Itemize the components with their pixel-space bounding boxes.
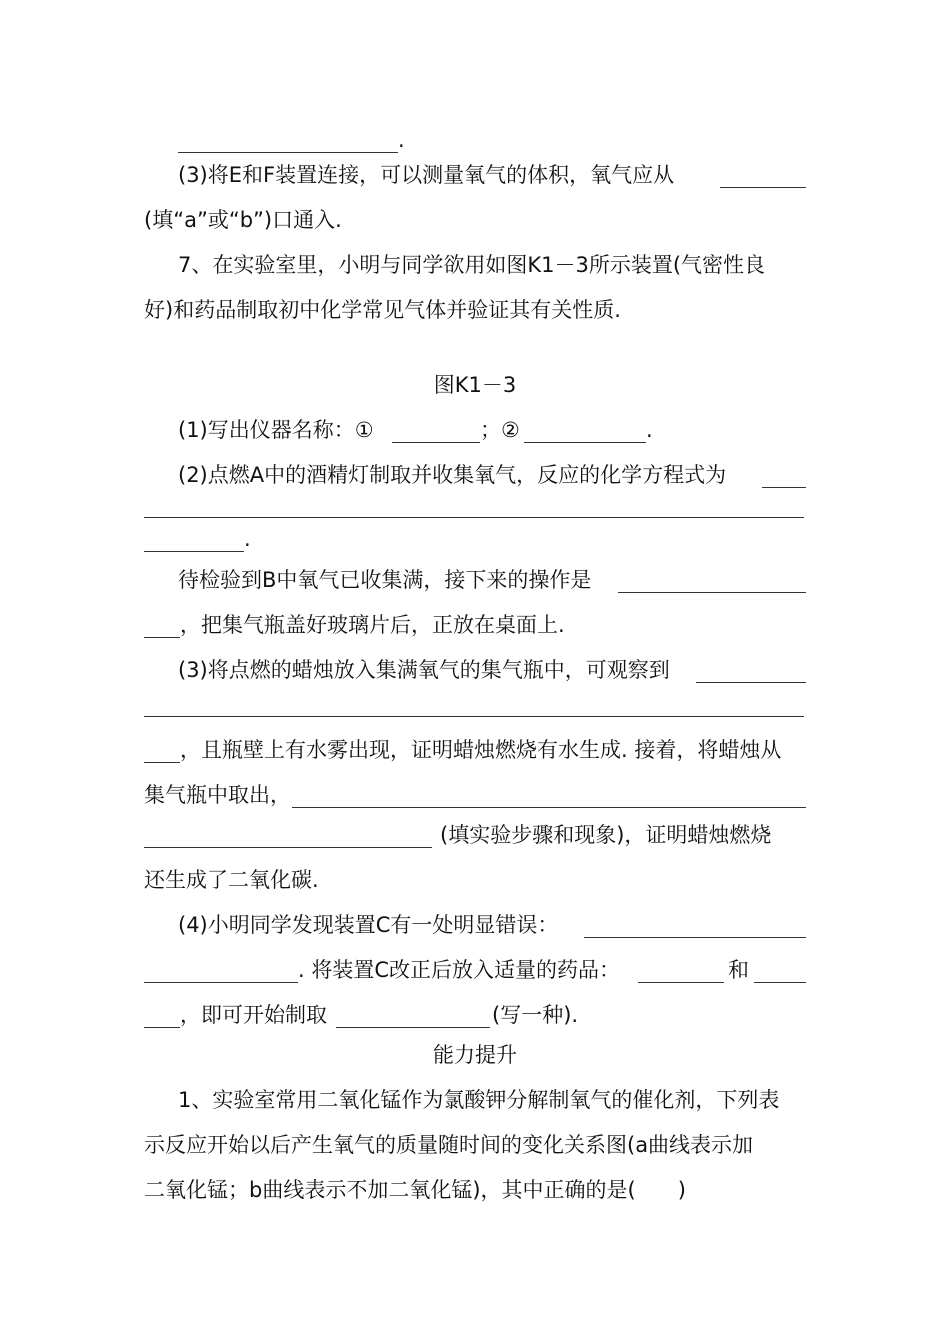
answer-blank[interactable] — [696, 682, 806, 683]
answer-blank[interactable] — [144, 551, 244, 552]
q7-stem: 7、在实验室里，小明与同学欲用如图K1－3所示装置(气密性良 — [178, 253, 766, 277]
q7-part4-line3 — [0, 995, 950, 1035]
answer-blank[interactable] — [638, 982, 724, 983]
ability-q1-line3 — [0, 1170, 950, 1210]
q7-part3-mid: ，且瓶壁上有水雾出现，证明蜡烛燃烧有水生成. 接着，将蜡烛从 — [180, 738, 782, 762]
q6-part3-line2 — [0, 200, 950, 240]
q7-part1-sep: ；② — [480, 418, 520, 442]
q7-part3-text: (3)将点燃的蜡烛放入集满氧气的集气瓶中，可观察到 — [178, 658, 670, 682]
q7-part2b — [0, 560, 950, 600]
q6-part3-text2: (填“a”或“b”)口通入. — [144, 208, 342, 232]
answer-blank[interactable] — [584, 937, 806, 938]
answer-blank[interactable] — [336, 1027, 490, 1028]
answer-blank[interactable] — [392, 442, 480, 443]
q7-part2b-line2 — [0, 605, 950, 645]
q6-part3 — [0, 155, 950, 195]
q7-part4-and: 和 — [728, 958, 749, 982]
q7-part4-taila: ，即可开始制取 — [180, 1003, 327, 1027]
answer-blank[interactable] — [144, 762, 180, 763]
ability-q1-text3: 二氧化锰；b曲线表示不加二氧化锰)，其中正确的是( ) — [144, 1178, 686, 1202]
ability-q1-text1: 1、实验室常用二氧化锰作为氯酸钾分解制氧气的催化剂，下列表 — [178, 1088, 780, 1112]
answer-blank[interactable] — [720, 187, 806, 188]
q7-part4-tailb: (写一种). — [492, 1003, 579, 1027]
answer-blank[interactable] — [144, 982, 298, 983]
q7-part2-end — [0, 525, 950, 565]
figure-caption-text: 图K1－3 — [433, 373, 517, 397]
answer-blank[interactable] — [292, 807, 806, 808]
q7-stem-line2 — [0, 290, 950, 330]
figure-caption — [0, 365, 950, 405]
q7-part2-text: (2)点燃A中的酒精灯制取并收集氧气，反应的化学方程式为 — [178, 463, 727, 487]
answer-blank[interactable] — [754, 982, 806, 983]
answer-blank[interactable] — [178, 152, 398, 153]
q7-part2b-text: 待检验到B中氧气已收集满，接下来的操作是 — [178, 568, 592, 592]
section-title-text: 能力提升 — [433, 1043, 517, 1067]
q7-part4-text: (4)小明同学发现装置C有一处明显错误： — [178, 913, 559, 937]
q7-part4-mid: . 将装置C改正后放入适量的药品： — [298, 958, 621, 982]
section-title — [0, 1035, 950, 1075]
answer-blank[interactable] — [144, 1027, 180, 1028]
q7-part2 — [0, 455, 950, 495]
q7-stem-line1 — [0, 245, 950, 285]
q7-part3-linec: (填实验步骤和现象)，证明蜡烛燃烧 — [440, 823, 772, 847]
q7-part1 — [0, 410, 950, 450]
q6-part3-text: (3)将E和F装置连接，可以测量氧气的体积，氧气应从 — [178, 163, 675, 187]
q7-part4-line2 — [0, 950, 950, 990]
period: . — [244, 527, 251, 551]
q7-part1-text: (1)写出仪器名称：① — [178, 418, 374, 442]
ability-q1-text2: 示反应开始以后产生氧气的质量随时间的变化关系图(a曲线表示加 — [144, 1133, 754, 1157]
answer-blank[interactable] — [618, 592, 806, 593]
answer-blank[interactable] — [144, 517, 804, 518]
answer-blank[interactable] — [144, 847, 432, 848]
answer-blank[interactable] — [144, 637, 180, 638]
q7-part3-blank-line — [0, 690, 950, 730]
period: . — [646, 418, 653, 442]
answer-blank[interactable] — [144, 716, 804, 717]
answer-blank[interactable] — [524, 442, 646, 443]
q7-stem2: 好)和药品制取初中化学常见气体并验证其有关性质. — [144, 298, 621, 322]
q7-part3 — [0, 650, 950, 690]
q7-part3-line5 — [0, 860, 950, 900]
answer-blank[interactable] — [762, 487, 806, 488]
q7-part3-lineb: 集气瓶中取出， — [144, 783, 291, 807]
q7-part4 — [0, 905, 950, 945]
period: . — [398, 128, 405, 152]
ability-q1-line1 — [0, 1080, 950, 1120]
ability-q1-line2 — [0, 1125, 950, 1165]
q7-part2b-tail: ，把集气瓶盖好玻璃片后，正放在桌面上. — [180, 613, 565, 637]
q7-part3-line4 — [0, 815, 950, 855]
q7-part3-lined: 还生成了二氧化碳. — [144, 868, 319, 892]
q6-answer-line-end — [0, 120, 950, 160]
q7-part3-line2 — [0, 730, 950, 770]
q7-part3-line3 — [0, 775, 950, 815]
